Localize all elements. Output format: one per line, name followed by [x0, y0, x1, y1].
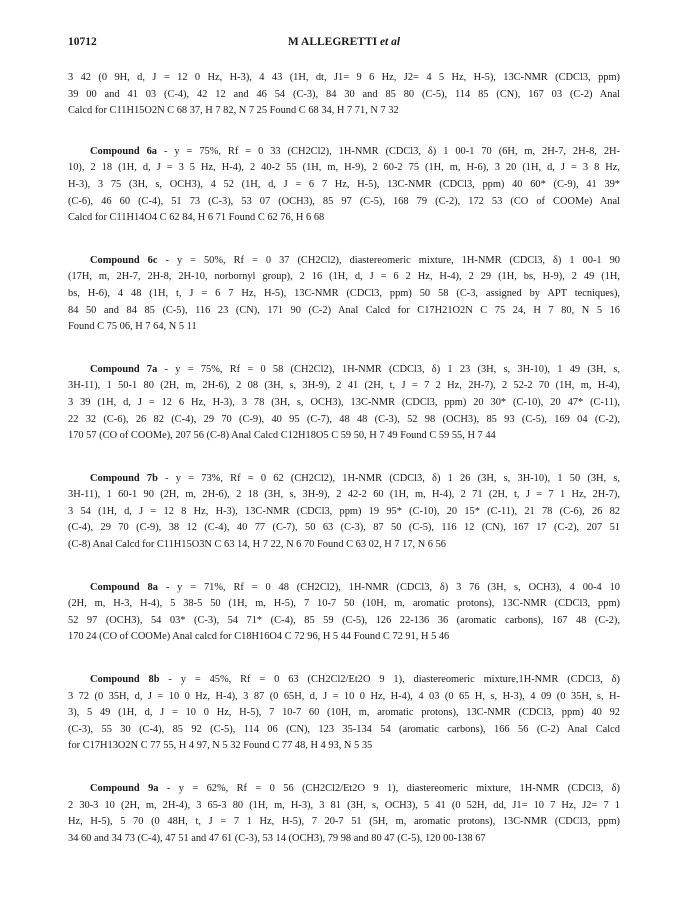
page-number: 10712 — [68, 36, 97, 48]
text-line — [68, 144, 620, 161]
line-text: 52 97 (OCH3), 54 03* (C-3), 54 71* (C-4), 85 59 (C-5), 126 22-136 36 (aromatic carbons), 167 48 (C-2), — [68, 614, 620, 626]
line-text: Calcd for C11H15O2N C 68 37, H 7 82, N 7 25 Found C 68 34, H 7 71, N 7 32 — [68, 105, 399, 117]
line-text: 170 57 (CO of COOMe), 207 56 (C-8) Anal Calcd C12H18O5 C 59 50, H 7 49 Found C 59 55, H 7 44 — [68, 430, 496, 442]
line-text: - y = 50%, Rf = 0 37 (CH2Cl2), diastereomeric mixture, 1H-NMR (CDCl3, δ) 1 00-1 90 — [165, 254, 620, 266]
text-line — [68, 487, 620, 504]
line-text: - y = 73%, Rf = 0 62 (CH2Cl2), 1H-NMR (CDCl3, δ) 1 26 (3H, s, 3H-10), 1 50 (3H, s, — [165, 472, 620, 484]
line-text: 22 32 (C-6), 26 82 (C-4), 29 70 (C-9), 40 95 (C-7), 48 48 (C-3), 52 98 (OCH3), 85 93 (C-5), 169 04 (C-2), — [68, 413, 620, 425]
paragraph-compound-8b — [68, 672, 620, 755]
line-text: 3 72 (0 35H, d, J = 10 0 Hz, H-4), 3 87 (0 65H, d, J = 10 0 Hz, H-4), 4 03 (0 65 H, s, H-3), 4 09 (0 35H, s, H- — [68, 690, 620, 702]
text-line — [68, 319, 620, 336]
line-text: - y = 75%, Rf = 0 58 (CH2Cl2), 1H-NMR (CDCl3, δ) 1 23 (3H, s, 3H-10), 1 49 (3H, s, — [164, 363, 620, 375]
line-text: 170 24 (CO of COOMe) Anal calcd for C18H16O4 C 72 96, H 5 44 Found C 72 91, H 5 46 — [68, 631, 450, 643]
line-text: 3), 5 49 (1H, d, J = 10 0 Hz, H-5), 7 10-7 60 (10H, m, aromatic protons), 13C-NMR (CDCl3, ppm) 40 92 — [68, 707, 620, 719]
line-text: for C17H13O2N C 77 55, H 4 97, N 5 32 Found C 77 48, H 4 93, N 5 35 — [68, 740, 373, 752]
line-text: 3 42 (0 9H, d, J = 12 0 Hz, H-3), 4 43 (1H, dt, J1= 9 6 Hz, J2= 4 5 Hz, H-5), 13C-NMR (CDCl3, ppm) — [68, 72, 620, 83]
line-text: Found C 75 06, H 7 64, N 5 11 — [68, 321, 197, 333]
text-line — [68, 738, 620, 755]
text-line — [68, 160, 620, 177]
line-text: (2H, m, H-3, H-4), 5 38-5 50 (1H, m, H-5), 7 10-7 50 (10H, m, aromatic protons), 13C-NMR (CDCl3, ppm) — [68, 598, 620, 610]
paragraph-continuation — [68, 70, 620, 120]
compound-label: Compound 9a — [90, 783, 159, 794]
line-text: Hz, H-5), 5 70 (0 48H, t, J = 7 1 Hz, H-5), 7 20-7 51 (5H, m, aromatic protons), 13C-NMR (CDCl3, ppm) — [68, 816, 620, 828]
paragraph-compound-6c — [68, 253, 620, 336]
compound-label: Compound 6c — [90, 254, 158, 266]
text-line — [68, 596, 620, 613]
text-line — [68, 798, 620, 815]
compound-label: Compound 6a — [90, 145, 158, 157]
line-text: (C-6), 46 60 (C-4), 51 73 (C-3), 53 07 (OCH3), 85 97 (C-5), 168 79 (C-2), 172 53 (CO of COOMe) Anal — [68, 195, 620, 207]
compound-label: Compound 8a — [90, 581, 158, 593]
text-line — [68, 831, 620, 848]
text-line — [68, 395, 620, 412]
text-line — [68, 672, 620, 689]
line-text: (C-3), 55 30 (C-4), 85 92 (C-5), 114 06 (CN), 123 35-134 54 (aromatic carbons), 166 56 (C-2) Anal Calcd — [68, 723, 620, 735]
line-text: 3H-11), 1 60-1 90 (2H, m, 2H-6), 2 18 (3H, s, 3H-9), 2 42-2 60 (1H, m, H-4), 2 71 (2H, t, J = 7 1 Hz, 2H-7), — [68, 489, 620, 501]
text-line — [68, 504, 620, 521]
line-text: bs, H-6), 4 48 (1H, t, J = 6 7 Hz, H-5), 13C-NMR (CDCl3, ppm) 50 58 (C-3, assigned by APT tecniques), — [68, 287, 620, 299]
line-text: 10), 2 18 (1H, d, J = 3 5 Hz, H-4), 2 40-2 55 (1H, m, H-9), 2 60-2 75 (1H, m, H-6), 3 20 (1H, d, J = 3 8 Hz, — [68, 162, 620, 174]
text-line — [68, 210, 620, 227]
paragraph-compound-8a — [68, 580, 620, 646]
text-line — [68, 253, 620, 270]
text-line — [68, 412, 620, 429]
paragraph-compound-7b — [68, 471, 620, 554]
running-head — [68, 36, 620, 48]
text-line — [68, 580, 620, 597]
line-text: 3 54 (1H, d, J = 12 8 Hz, H-3), 13C-NMR (CDCl3, ppm) 19 95* (C-10), 20 15* (C-11), 21 78 (C-6), 26 82 — [68, 505, 620, 517]
compound-label: Compound 8b — [90, 674, 160, 686]
line-text: Calcd for C11H14O4 C 62 84, H 6 71 Found C 62 76, H 6 68 — [68, 212, 325, 224]
text-line — [68, 103, 620, 120]
paragraph-compound-7a — [68, 362, 620, 445]
paragraph-compound-6a — [68, 144, 620, 227]
text-line — [68, 303, 620, 320]
text-line — [68, 814, 620, 831]
line-text: (C-4), 29 70 (C-9), 38 12 (C-4), 40 77 (C-7), 50 63 (C-3), 87 50 (C-5), 116 12 (CN), 167 17 (C-2), 207 51 — [68, 522, 620, 534]
text-line — [68, 87, 620, 104]
line-text: (17H, m, 2H-7, 2H-8, 2H-10, norbornyl group), 2 16 (1H, d, J = 6 2 Hz, H-4), 2 29 (1H, bs, H-9), 2 49 (1H, — [68, 271, 620, 283]
text-line — [68, 378, 620, 395]
line-text: - y = 45%, Rf = 0 63 (CH2Cl2/Et2O 9 1), diastereomeric mixture,1H-NMR (CDCl3, δ) — [168, 674, 620, 686]
line-text: H-3), 3 75 (3H, s, OCH3), 4 52 (1H, d, J = 6 7 Hz, H-5), 13C-NMR (CDCl3, ppm) 40 60* (C-9), 41 39* — [68, 178, 620, 190]
page-header — [68, 36, 620, 52]
paragraph-compound-9a — [68, 781, 620, 847]
text-line — [68, 177, 620, 194]
experimental-section — [68, 70, 620, 873]
text-line — [68, 629, 620, 646]
line-text: 84 50 and 84 85 (C-5), 116 23 (CN), 171 90 (C-2) Anal Calcd for C17H21O2N C 75 24, H 7 80, N 5 16 — [68, 304, 620, 316]
line-text: 34 60 and 34 73 (C-4), 47 51 and 47 61 (C-3), 53 14 (OCH3), 79 98 and 80 47 (C-5), 120 00-138 67 — [68, 832, 486, 844]
text-line — [68, 428, 620, 445]
text-line — [68, 781, 620, 798]
text-line — [68, 689, 620, 706]
line-text: 3 39 (1H, d, J = 12 6 Hz, H-3), 3 78 (3H, s, OCH3), 13C-NMR (CDCl3, ppm) 20 30* (C-10), 20 47* (C-11), — [68, 396, 620, 408]
line-text: - y = 71%, Rf = 0 48 (CH2Cl2), 1H-NMR (CDCl3, δ) 3 76 (3H, s, OCH3), 4 00-4 10 — [165, 581, 620, 593]
text-line — [68, 705, 620, 722]
line-text: 3H-11), 1 50-1 80 (2H, m, 2H-6), 2 08 (3H, s, 3H-9), 2 41 (2H, t, J = 7 2 Hz, 2H-7), 2 52-2 70 (1H, m, H-4), — [68, 380, 620, 392]
text-line — [68, 269, 620, 286]
text-line — [68, 722, 620, 739]
line-text: 39 00 and 41 03 (C-4), 42 12 and 46 54 (C-3), 84 30 and 85 80 (C-5), 114 85 (CN), 167 03 (C-2) Anal — [68, 88, 620, 100]
line-text: 2 30-3 10 (2H, m, 2H-4), 3 65-3 80 (1H, m, H-3), 3 81 (3H, s, OCH3), 5 41 (0 52H, dd, J1= 10 7 Hz, J2= 7 1 — [68, 799, 620, 811]
text-line — [68, 194, 620, 211]
running-head-et-al: et al — [379, 36, 401, 48]
line-text: (C-8) Anal Calcd for C11H15O3N C 63 14, H 7 22, N 6 70 Found C 63 02, H 7 17, N 6 56 — [68, 539, 446, 551]
text-line — [68, 537, 620, 554]
running-head-authors: M ALLEGRETTI — [287, 36, 378, 48]
text-line — [68, 471, 620, 488]
compound-label: Compound 7b — [90, 472, 158, 484]
text-line — [68, 362, 620, 379]
line-text: - y = 75%, Rf = 0 33 (CH2Cl2), 1H-NMR (CDCl3, δ) 1 00-1 70 (6H, m, 2H-7, 2H-8, 2H- — [163, 145, 620, 157]
line-text: - y = 62%, Rf = 0 56 (CH2Cl2/Et2O 9 1), diastereomeric mixture, 1H-NMR (CDCl3, δ) — [166, 783, 620, 794]
text-line — [68, 520, 620, 537]
text-line — [68, 286, 620, 303]
compound-label: Compound 7a — [90, 363, 158, 375]
text-line — [68, 70, 620, 87]
text-line — [68, 613, 620, 630]
